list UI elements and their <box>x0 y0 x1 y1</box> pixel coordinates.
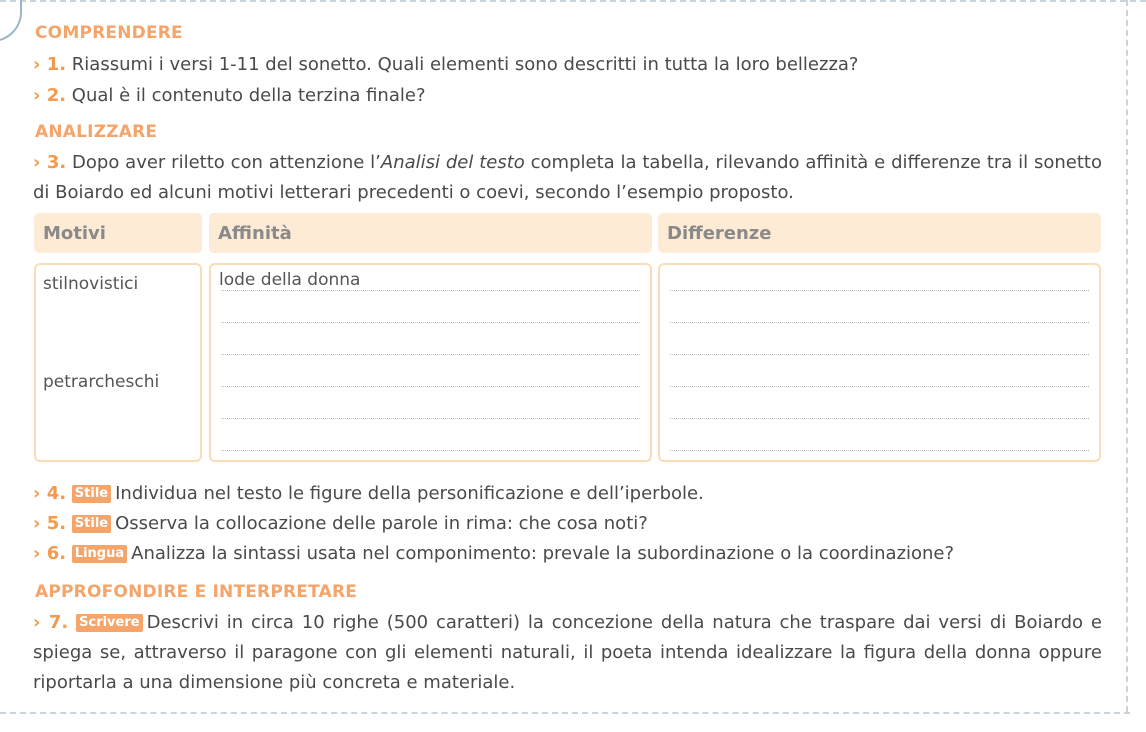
row-label-petrarcheschi: petrarcheschi <box>43 372 160 392</box>
question-1-text: Riassumi i versi 1-11 del sonetto. Quali elementi sono descritti in tutta la loro bellezza? <box>71 54 859 75</box>
section-comprendere: COMPRENDERE <box>35 23 183 43</box>
tag-stile: Stile <box>72 515 111 533</box>
table-header-affinita: Affinità <box>209 213 652 253</box>
table-cell-differenze <box>658 263 1101 462</box>
row-label-stilnovistici: stilnovistici <box>43 274 139 294</box>
question-5-number: 5. <box>46 513 67 534</box>
write-line[interactable] <box>221 354 640 355</box>
question-4-number: 4. <box>46 483 67 504</box>
frame-right-border <box>1126 0 1128 712</box>
corner-decoration <box>0 0 22 42</box>
frame-top-border <box>0 0 1146 2</box>
frame-bottom-border <box>0 712 1130 714</box>
question-3-number: 3. <box>46 152 67 173</box>
question-1: › 1. Riassumi i versi 1-11 del sonetto. Quali elementi sono descritti in tutta la loro bellezza? <box>33 54 859 75</box>
write-line[interactable] <box>221 418 640 419</box>
question-1-number: 1. <box>46 54 67 75</box>
question-6-text: Analizza la sintassi usata nel componimento: prevale la subordinazione o la coordinazione? <box>131 543 955 564</box>
question-6-number: 6. <box>46 543 67 564</box>
write-line[interactable] <box>221 386 640 387</box>
table-cell-motivi <box>34 263 202 462</box>
question-2-number: 2. <box>46 85 67 106</box>
table-header-differenze: Differenze <box>658 213 1101 253</box>
question-5: › 5. Stile Osserva la collocazione delle parole in rima: che cosa noti? <box>33 513 648 534</box>
question-7: › 7. Scrivere Descrivi in circa 10 righe (500 caratteri) la concezione della natura che traspare dai versi di Boiardo e spiega se, attraverso il paragone con gli elementi naturali, il poeta intenda idealizzare la figura della donna oppure riportarla a una dimensione più concreta e materiale. <box>33 612 1102 693</box>
write-line[interactable] <box>670 386 1089 387</box>
write-line[interactable] <box>670 354 1089 355</box>
write-line[interactable] <box>221 450 640 451</box>
question-3-text-a: Dopo aver riletto con attenzione l’ <box>72 152 381 173</box>
write-line[interactable] <box>670 290 1089 291</box>
question-3-italic: Analisi del testo <box>380 152 525 173</box>
write-line[interactable] <box>670 450 1089 451</box>
tag-scrivere: Scrivere <box>76 614 142 632</box>
example-answer: lode della donna <box>219 270 361 290</box>
question-2-text: Qual è il contenuto della terzina finale? <box>71 85 426 106</box>
question-2: › 2. Qual è il contenuto della terzina finale? <box>33 85 426 106</box>
tag-lingua: Lingua <box>72 545 127 563</box>
question-3-text-b: completa la tabella, rilevando affinità e differenze tra il sonetto di Boiardo ed alcuni motivi letterari precedenti o coevi, secondo l’esempio proposto. <box>33 152 1102 203</box>
table-cell-affinita <box>209 263 652 462</box>
question-3: › 3. Dopo aver riletto con attenzione l’Analisi del testo completa la tabella, rilevando affinità e differenze tra il sonetto di Boiardo ed alcuni motivi letterari precedenti o coevi, secondo l’esempio proposto. <box>33 152 1102 203</box>
question-7-text: Descrivi in circa 10 righe (500 caratteri) la concezione della natura che traspare dai versi di Boiardo e spiega se, attraverso il paragone con gli elementi naturali, il poeta intenda idealizzare la figura della donna oppure riportarla a una dimensione più concreta e materiale. <box>33 612 1102 693</box>
tag-stile: Stile <box>72 485 111 503</box>
question-7-number: 7. <box>48 612 69 633</box>
write-line[interactable] <box>670 322 1089 323</box>
question-4: › 4. Stile Individua nel testo le figure della personificazione e dell’iperbole. <box>33 483 704 504</box>
section-analizzare: ANALIZZARE <box>35 122 158 142</box>
section-approfondire: APPROFONDIRE E INTERPRETARE <box>35 582 358 602</box>
question-6: › 6. Lingua Analizza la sintassi usata nel componimento: prevale la subordinazione o la coordinazione? <box>33 543 955 564</box>
write-line[interactable] <box>670 418 1089 419</box>
write-line[interactable] <box>221 322 640 323</box>
write-line[interactable] <box>221 290 640 291</box>
table-header-motivi: Motivi <box>34 213 202 253</box>
question-5-text: Osserva la collocazione delle parole in rima: che cosa noti? <box>115 513 648 534</box>
question-4-text: Individua nel testo le figure della personificazione e dell’iperbole. <box>115 483 704 504</box>
